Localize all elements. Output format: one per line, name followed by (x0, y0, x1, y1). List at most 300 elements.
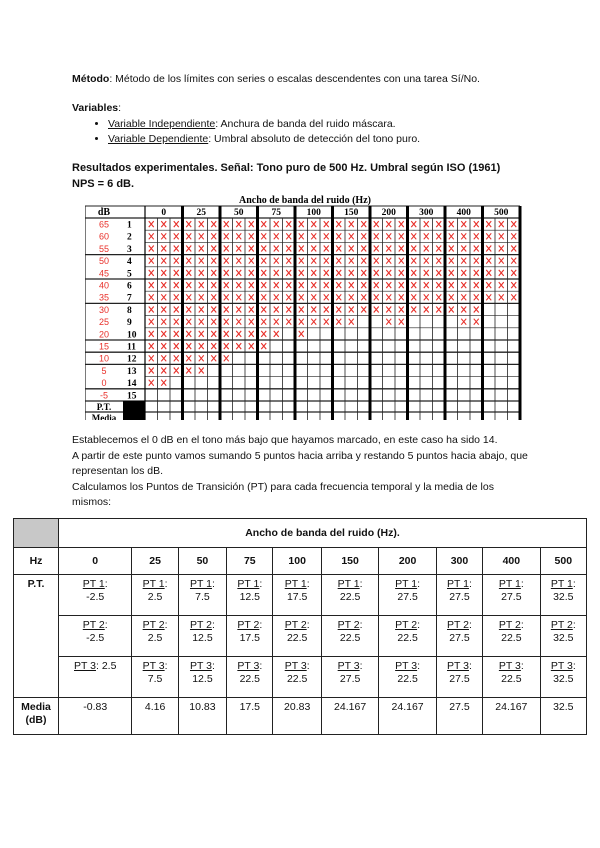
x-mark (236, 294, 241, 300)
x-mark (361, 294, 366, 300)
x-mark (374, 246, 379, 252)
pt-cell (132, 575, 178, 616)
x-mark (161, 331, 166, 337)
x-mark (224, 331, 229, 337)
x-mark (411, 221, 416, 227)
x-mark (186, 246, 191, 252)
x-mark (161, 233, 166, 239)
x-mark (274, 319, 279, 325)
pt-name: PT 3 (189, 660, 212, 672)
pt-value: 32.5 (553, 632, 574, 644)
band-label: 0 (161, 208, 167, 218)
x-mark (299, 258, 304, 264)
x-mark (424, 246, 429, 252)
pt-cell (59, 575, 132, 616)
variable-item (108, 117, 542, 133)
pt-name: PT 3 (74, 660, 96, 672)
x-mark (149, 282, 154, 288)
x-mark (299, 319, 304, 325)
x-mark (186, 221, 191, 227)
x-mark (424, 282, 429, 288)
x-mark (424, 221, 429, 227)
x-mark (186, 331, 191, 337)
x-mark (349, 319, 354, 325)
x-mark (449, 294, 454, 300)
x-mark (224, 319, 229, 325)
pt-value: 27.5 (449, 591, 470, 603)
colon: : (211, 660, 215, 672)
row-number: 4 (127, 257, 132, 268)
pt-value: 2.5 (101, 660, 117, 672)
x-mark (324, 233, 329, 239)
x-mark (274, 270, 279, 276)
column-header: 200 (379, 548, 436, 575)
x-mark (261, 282, 266, 288)
x-mark (499, 233, 504, 239)
colon: : (417, 578, 421, 590)
x-mark (449, 270, 454, 276)
x-mark (149, 331, 154, 337)
pt-cell (132, 616, 178, 657)
row-number: 12 (127, 354, 137, 365)
x-mark (399, 258, 404, 264)
db-label: 25 (98, 317, 110, 328)
media-value: 20.83 (273, 698, 321, 735)
media-value: 24.167 (321, 698, 378, 735)
db-label: -5 (99, 390, 109, 401)
results-heading: Resultados experimentales. Señal: Tono puro de 500 Hz. Umbral según ISO (1961) NPS = 6 dB. (72, 162, 501, 190)
colon: : (572, 578, 576, 590)
pt-value: 12.5 (192, 673, 213, 685)
x-mark (486, 270, 491, 276)
x-mark (499, 294, 504, 300)
x-mark (149, 343, 154, 349)
pt-value: 22.5 (239, 673, 261, 685)
x-mark (186, 294, 191, 300)
row-number: 2 (127, 232, 132, 243)
pt-name: PT 3 (284, 660, 307, 672)
x-mark (324, 294, 329, 300)
x-mark (324, 319, 329, 325)
x-mark (224, 282, 229, 288)
x-mark (349, 270, 354, 276)
variable-text: : Umbral absoluto de detección del tono puro. (208, 133, 421, 145)
pt-name: PT 1 (447, 578, 469, 590)
x-mark (174, 343, 179, 349)
row-number: 14 (127, 379, 137, 390)
pt-value: 12.5 (192, 632, 213, 644)
x-mark (386, 258, 391, 264)
paragraph: A partir de este punto vamos sumando 5 puntos hacia arriba y restando 5 puntos hacia abajo, que representan los dB. (72, 449, 528, 477)
db-label: 60 (98, 231, 110, 242)
column-header: 400 (483, 548, 540, 575)
pt-name: PT 2 (337, 619, 360, 631)
pt-value: -2.5 (86, 591, 105, 603)
media-label: Media (91, 413, 117, 420)
media-value: 4.16 (132, 698, 178, 735)
pt-cell (227, 657, 273, 698)
x-mark (299, 246, 304, 252)
x-mark (236, 270, 241, 276)
x-mark (149, 270, 154, 276)
x-mark (474, 270, 479, 276)
x-mark (274, 282, 279, 288)
pt-name: PT 2 (237, 619, 260, 631)
x-mark (499, 221, 504, 227)
pt-value: 2.5 (147, 591, 163, 603)
pt-name: PT 2 (498, 619, 521, 631)
x-mark (286, 233, 291, 239)
x-mark (336, 307, 341, 313)
sheet-title: Ancho de banda del ruido (Hz) (239, 195, 371, 206)
x-mark (149, 380, 154, 386)
x-mark (174, 368, 179, 374)
pt-cell (436, 657, 482, 698)
x-mark (511, 258, 516, 264)
x-mark (449, 233, 454, 239)
x-mark (199, 233, 204, 239)
media-value: 10.83 (178, 698, 226, 735)
x-mark (236, 343, 241, 349)
colon: : (572, 619, 576, 631)
row-number: 10 (127, 330, 137, 341)
x-mark (174, 258, 179, 264)
x-mark (511, 270, 516, 276)
x-mark (361, 307, 366, 313)
x-mark (211, 343, 216, 349)
colon: : (468, 619, 472, 631)
x-mark (236, 246, 241, 252)
x-mark (249, 221, 254, 227)
pt-cell (540, 616, 586, 657)
x-mark (274, 221, 279, 227)
pt-cell (436, 575, 482, 616)
hz-header: Hz (14, 548, 59, 575)
colon: : (211, 619, 215, 631)
pt-cell (273, 616, 321, 657)
x-mark (161, 282, 166, 288)
x-mark (161, 270, 166, 276)
column-header: 25 (132, 548, 178, 575)
pt-name: PT 3 (142, 660, 165, 672)
db-label: 55 (98, 243, 110, 254)
pt-cell (483, 575, 540, 616)
x-mark (311, 319, 316, 325)
column-header: 75 (227, 548, 273, 575)
paragraph: Establecemos el 0 dB en el tono más bajo que hayamos marcado, en este caso ha sido 14. (72, 434, 498, 446)
x-mark (461, 282, 466, 288)
pt-name: PT 3 (447, 660, 469, 672)
x-mark (186, 368, 191, 374)
pt-value: 22.5 (501, 673, 522, 685)
pt-cell (321, 657, 378, 698)
x-mark (161, 355, 166, 361)
x-mark (199, 294, 204, 300)
pt-cell (379, 616, 436, 657)
x-mark (486, 221, 491, 227)
x-mark (499, 246, 504, 252)
x-mark (361, 282, 366, 288)
table-header-row (14, 548, 587, 575)
x-mark (186, 355, 191, 361)
x-mark (199, 368, 204, 374)
x-mark (461, 258, 466, 264)
x-mark (249, 258, 254, 264)
x-mark (386, 233, 391, 239)
x-mark (436, 233, 441, 239)
table-title: Ancho de banda del ruido (Hz). (59, 519, 587, 548)
method-line (72, 72, 542, 88)
x-mark (411, 233, 416, 239)
band-label: 300 (419, 208, 434, 218)
x-mark (311, 246, 316, 252)
x-mark (436, 282, 441, 288)
x-mark (374, 282, 379, 288)
x-mark (386, 319, 391, 325)
colon: : (359, 660, 363, 672)
x-mark (274, 258, 279, 264)
x-mark (311, 282, 316, 288)
handwritten-results-sheet (85, 192, 525, 420)
x-mark (486, 258, 491, 264)
pt-cell (59, 657, 132, 698)
x-mark (249, 282, 254, 288)
media-value: 17.5 (227, 698, 273, 735)
x-mark (436, 258, 441, 264)
media-value: 24.167 (379, 698, 436, 735)
x-mark (261, 294, 266, 300)
x-mark (199, 221, 204, 227)
colon: : (164, 619, 168, 631)
x-mark (261, 246, 266, 252)
db-label: 35 (98, 292, 110, 303)
band-label: 75 (271, 208, 281, 218)
x-mark (261, 233, 266, 239)
pt-cell (59, 616, 132, 657)
x-mark (361, 246, 366, 252)
x-mark (311, 294, 316, 300)
colon: : (520, 660, 524, 672)
pt-value: 27.5 (449, 673, 470, 685)
x-mark (449, 307, 454, 313)
x-mark (161, 368, 166, 374)
pt-cell (540, 575, 586, 616)
x-mark (274, 246, 279, 252)
x-mark (249, 307, 254, 313)
x-mark (211, 294, 216, 300)
x-mark (161, 294, 166, 300)
x-mark (511, 233, 516, 239)
db-label: 10 (98, 353, 110, 364)
pt-name: PT 1 (550, 578, 573, 590)
x-mark (149, 294, 154, 300)
x-mark (386, 294, 391, 300)
colon: : (306, 619, 310, 631)
db-label: 20 (98, 329, 110, 340)
x-mark (161, 258, 166, 264)
x-mark (249, 233, 254, 239)
db-header: dB (97, 207, 111, 218)
x-mark (224, 343, 229, 349)
x-mark (436, 294, 441, 300)
row-number: 7 (127, 293, 132, 304)
row-number: 8 (127, 305, 132, 316)
pt-name: PT 2 (142, 619, 165, 631)
table-title-row (14, 519, 587, 548)
black-cell (123, 401, 145, 420)
colon: : (359, 619, 363, 631)
x-mark (236, 258, 241, 264)
x-mark (374, 221, 379, 227)
colon: : (417, 660, 421, 672)
x-mark (211, 307, 216, 313)
x-mark (399, 270, 404, 276)
pt-cell (483, 616, 540, 657)
column-header: 500 (540, 548, 586, 575)
x-mark (336, 270, 341, 276)
pt-value: 2.5 (147, 632, 163, 644)
pt-value: 27.5 (449, 632, 470, 644)
x-mark (174, 294, 179, 300)
x-mark (361, 233, 366, 239)
pt-label: P.T. (14, 575, 59, 698)
media-value: 32.5 (540, 698, 586, 735)
x-mark (424, 270, 429, 276)
x-mark (449, 258, 454, 264)
x-mark (224, 258, 229, 264)
x-mark (486, 282, 491, 288)
x-mark (161, 221, 166, 227)
x-mark (374, 294, 379, 300)
band-label: 500 (494, 208, 509, 218)
pt-cell (178, 657, 226, 698)
pt-label: P.T. (96, 402, 112, 412)
x-mark (474, 294, 479, 300)
x-mark (399, 319, 404, 325)
x-mark (211, 233, 216, 239)
pt-value: 12.5 (239, 591, 261, 603)
db-label: 45 (98, 268, 110, 279)
x-mark (261, 258, 266, 264)
x-mark (474, 282, 479, 288)
pt-value: 27.5 (501, 591, 522, 603)
x-mark (149, 233, 154, 239)
pt-row (14, 616, 587, 657)
x-mark (311, 307, 316, 313)
x-mark (149, 258, 154, 264)
x-mark (499, 282, 504, 288)
x-mark (361, 258, 366, 264)
x-mark (174, 319, 179, 325)
x-mark (436, 270, 441, 276)
x-mark (236, 319, 241, 325)
pt-value: 22.5 (286, 673, 308, 685)
pt-cell (379, 657, 436, 698)
x-mark (261, 221, 266, 227)
colon: : (259, 578, 263, 590)
x-mark (199, 246, 204, 252)
x-mark (224, 221, 229, 227)
x-mark (286, 307, 291, 313)
x-mark (199, 355, 204, 361)
corner-cell (14, 519, 59, 548)
pt-name: PT 2 (284, 619, 307, 631)
variable-name: Variable Independiente (108, 117, 216, 130)
x-mark (374, 258, 379, 264)
x-mark (211, 270, 216, 276)
x-mark (399, 282, 404, 288)
x-mark (474, 258, 479, 264)
pt-value: 22.5 (339, 632, 361, 644)
x-mark (324, 221, 329, 227)
x-mark (424, 307, 429, 313)
media-value: 24.167 (483, 698, 540, 735)
pt-cell (321, 616, 378, 657)
x-mark (486, 233, 491, 239)
x-mark (211, 319, 216, 325)
x-mark (149, 221, 154, 227)
x-mark (311, 258, 316, 264)
x-mark (149, 246, 154, 252)
row-number: 9 (127, 318, 132, 329)
x-mark (336, 319, 341, 325)
x-mark (286, 221, 291, 227)
method-text: : Método de los límites con series o escalas descendentes con una tarea Sí/No. (109, 73, 480, 85)
x-mark (161, 246, 166, 252)
colon: : (95, 660, 99, 672)
x-mark (499, 270, 504, 276)
x-mark (461, 319, 466, 325)
x-mark (461, 221, 466, 227)
x-mark (211, 282, 216, 288)
x-mark (349, 246, 354, 252)
pt-name: PT 3 (498, 660, 521, 672)
colon: : (104, 578, 108, 590)
x-mark (249, 331, 254, 337)
pt-cell (273, 657, 321, 698)
x-mark (261, 343, 266, 349)
colon: : (468, 660, 472, 672)
x-mark (386, 282, 391, 288)
x-mark (186, 343, 191, 349)
x-mark (149, 319, 154, 325)
variable-text: : Anchura de banda del ruido máscara. (215, 117, 396, 130)
x-mark (399, 221, 404, 227)
pt-value: 7.5 (147, 673, 163, 685)
pt-name: PT 1 (498, 578, 521, 590)
colon: : (359, 578, 363, 590)
x-mark (211, 355, 216, 361)
pt-name: PT 2 (395, 619, 418, 631)
x-mark (174, 221, 179, 227)
x-mark (299, 282, 304, 288)
colon: : (211, 578, 215, 590)
x-mark (274, 233, 279, 239)
x-mark (474, 319, 479, 325)
x-mark (461, 270, 466, 276)
x-mark (349, 282, 354, 288)
x-mark (411, 282, 416, 288)
x-mark (386, 307, 391, 313)
pt-value: 17.5 (239, 632, 261, 644)
pt-value: 27.5 (339, 673, 361, 685)
band-label: 25 (196, 208, 206, 218)
row-number: 5 (127, 269, 132, 280)
x-mark (486, 294, 491, 300)
x-mark (286, 294, 291, 300)
x-mark (211, 221, 216, 227)
pt-cell (321, 575, 378, 616)
